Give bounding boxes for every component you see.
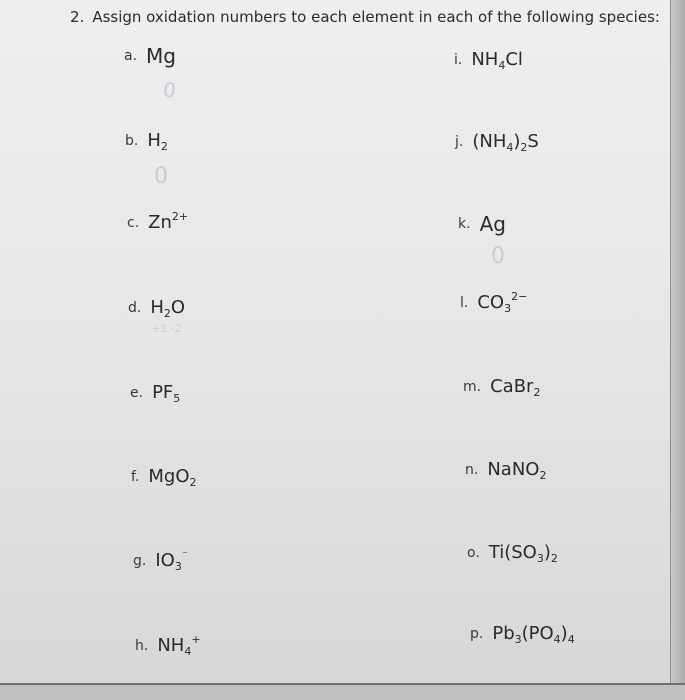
chemical-formula — [147, 130, 168, 151]
formula-subscript: 2 — [163, 307, 171, 320]
item-letter: c. — [127, 214, 140, 231]
formula-text: IO — [155, 550, 175, 571]
formula-subscript: 4 — [498, 59, 506, 72]
formula-text: NaNO — [487, 459, 540, 480]
chemical-formula — [150, 297, 185, 318]
chemical-formula — [155, 550, 187, 571]
item-letter: o. — [467, 544, 480, 561]
formula-text: (NH — [472, 131, 507, 152]
chemical-formula — [487, 459, 546, 480]
item-j — [455, 131, 539, 152]
chemical-formula — [480, 212, 506, 236]
chemical-formula — [148, 212, 188, 233]
formula-subscript: 3 — [514, 633, 522, 646]
item-n — [465, 459, 546, 480]
item-h — [135, 635, 201, 656]
item-letter: j. — [455, 133, 464, 150]
page-edge-right — [670, 0, 685, 700]
item-e — [130, 382, 180, 403]
formula-text: (PO — [521, 623, 554, 644]
formula-text: H — [150, 297, 164, 318]
formula-subscript: 4 — [567, 633, 575, 646]
item-f — [131, 466, 197, 487]
formula-subscript: 4 — [506, 141, 514, 154]
pencil-mark-a: 0 — [161, 77, 178, 103]
chemical-formula — [489, 542, 558, 563]
item-letter: i. — [454, 51, 463, 68]
pencil-mark-d: +1 -2 — [151, 322, 182, 335]
chemical-formula — [471, 49, 523, 70]
item-m — [463, 376, 540, 397]
formula-subscript: 2 — [520, 141, 528, 154]
chemical-formula — [146, 44, 176, 68]
formula-text: H — [147, 130, 161, 151]
formula-supscript: ⁻ — [181, 548, 188, 561]
page-edge-bottom — [0, 683, 685, 700]
formula-text: Mg — [146, 44, 176, 68]
chemical-formula — [492, 623, 574, 644]
chemical-formula — [148, 466, 196, 487]
question-number: 2. — [70, 8, 85, 26]
formula-text: ) — [513, 131, 521, 152]
item-g — [133, 550, 188, 571]
question-prompt: Assign oxidation numbers to each element in each of the following species: — [92, 8, 660, 26]
formula-subscript: 3 — [536, 552, 544, 565]
item-letter: l. — [460, 294, 469, 311]
formula-subscript: 4 — [184, 645, 192, 658]
item-letter: b. — [125, 132, 139, 149]
formula-subscript: 2 — [160, 140, 168, 153]
formula-text: Ag — [479, 212, 506, 236]
formula-text: NH — [471, 49, 499, 70]
chemical-formula — [472, 131, 539, 152]
formula-text: MgO — [148, 466, 190, 487]
formula-text: Pb — [492, 623, 515, 644]
formula-text: O — [170, 297, 186, 318]
chemical-formula — [152, 382, 180, 403]
item-letter: e. — [130, 384, 144, 401]
formula-text: CO — [477, 292, 505, 313]
item-letter: n. — [465, 461, 479, 478]
formula-text: Ti(SO — [488, 542, 537, 563]
item-letter: d. — [128, 299, 142, 316]
formula-supscript: 2+ — [171, 210, 189, 223]
item-c — [127, 212, 188, 233]
formula-subscript: 3 — [504, 302, 512, 315]
item-k — [458, 212, 506, 236]
formula-text: Cl — [505, 49, 523, 70]
item-letter: g. — [133, 552, 147, 569]
formula-text: S — [527, 131, 539, 152]
chemical-formula — [490, 376, 540, 397]
formula-subscript: 2 — [189, 476, 197, 489]
item-letter: m. — [463, 378, 482, 395]
formula-text: ) — [543, 542, 551, 563]
formula-subscript: 3 — [174, 560, 182, 573]
pencil-mark-b: 0 — [154, 164, 168, 189]
formula-subscript: 5 — [173, 392, 181, 405]
item-a — [124, 44, 176, 68]
formula-subscript: 2 — [533, 386, 541, 399]
item-letter: k. — [458, 216, 471, 232]
item-b — [125, 130, 168, 151]
item-p — [470, 623, 575, 644]
formula-text: CaBr — [490, 376, 534, 397]
chemical-formula — [157, 635, 200, 656]
formula-subscript: 2 — [550, 552, 558, 565]
formula-subscript: 4 — [553, 633, 561, 646]
item-letter: f. — [131, 468, 140, 485]
item-o — [467, 542, 558, 563]
item-d — [128, 297, 185, 318]
formula-text: NH — [157, 635, 185, 656]
chemical-formula — [477, 292, 527, 313]
formula-text: PF — [152, 382, 174, 403]
item-letter: h. — [135, 637, 149, 654]
item-i — [454, 49, 523, 70]
formula-supscript: 2− — [511, 290, 528, 303]
formula-subscript: 2 — [539, 469, 547, 482]
item-letter: a. — [124, 48, 138, 64]
formula-text: Zn — [148, 212, 172, 233]
item-l — [460, 292, 527, 313]
formula-text: ) — [560, 623, 568, 644]
pencil-mark-k: 0 — [491, 244, 505, 269]
formula-supscript: + — [191, 633, 201, 646]
question-2 — [70, 8, 660, 26]
item-letter: p. — [470, 625, 484, 642]
